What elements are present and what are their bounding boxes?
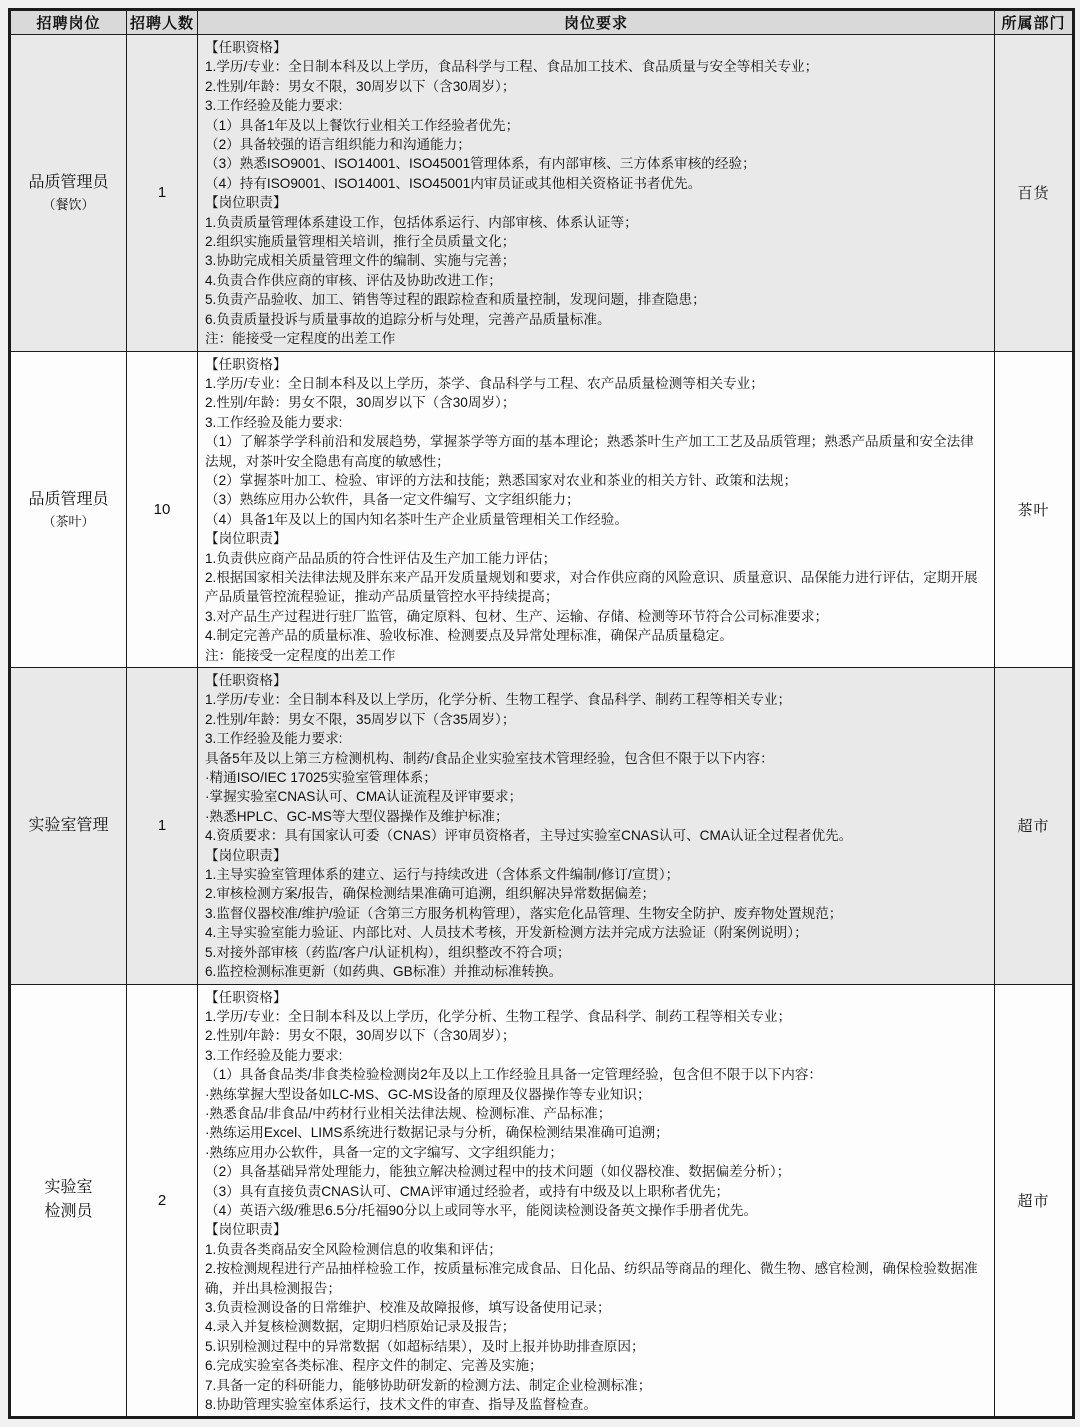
requirement-line: 2.性别/年龄：男女不限，30周岁以下（含30周岁）； bbox=[205, 78, 516, 94]
requirement-line: 2.审核检测方案/报告，确保检测结果准确可追溯，组织解决异常数据偏差； bbox=[205, 886, 656, 902]
requirement-line: 4.录入并复核检测数据，定期归档原始记录及报告； bbox=[205, 1319, 516, 1335]
table-header bbox=[10, 10, 1074, 35]
department-value: 茶叶 bbox=[995, 351, 1074, 668]
requirement-line: 2.性别/年龄：男女不限，30周岁以下（含30周岁）； bbox=[205, 1028, 516, 1044]
requirement-line: 1.学历/专业：全日制本科及以上学历，茶学、食品科学与工程、农产品质量检测等相关专业； bbox=[205, 375, 764, 391]
recruitment-table bbox=[8, 8, 1075, 1419]
requirement-line: 4.资质要求：具有国家认可委（CNAS）评审员资格者，主导过实验室CNAS认可、CMA认证全过程者优先。 bbox=[205, 828, 853, 844]
requirement-line: 注：能接受一定程度的出差工作 bbox=[205, 647, 396, 663]
requirement-line: 【任职资格】 bbox=[205, 673, 287, 688]
requirement-line: 4.负责合作供应商的审核、评估及协助改进工作； bbox=[205, 272, 502, 288]
requirement-line: 2.性别/年龄：男女不限，35周岁以下（含35周岁）； bbox=[205, 711, 516, 727]
job-requirements-cell bbox=[198, 984, 995, 1418]
requirement-line: ·熟悉HPLC、GC-MS等大型仪器操作及维护标准； bbox=[205, 808, 509, 824]
requirement-line: 4.主导实验室能力验证、内部比对、人员技术考核，开发新检测方法并完成方法验证（附案例说明）； bbox=[205, 925, 808, 941]
requirement-line: 【岗位职责】 bbox=[205, 531, 287, 547]
job-requirements-cell bbox=[198, 351, 995, 668]
requirement-line: 3.工作经验及能力要求: bbox=[205, 1047, 343, 1063]
job-position-label: 品质管理员 bbox=[28, 174, 109, 191]
requirement-line: 具备5年及以上第三方检测机构、制药/食品企业实验室技术管理经验，包含但不限于以下内容： bbox=[205, 750, 774, 766]
headcount-value: 1 bbox=[127, 35, 198, 352]
requirement-line: （3）熟练应用办公软件，具备一定文件编写、文字组织能力； bbox=[205, 492, 580, 508]
header-row bbox=[10, 10, 1074, 35]
requirement-line: （2）具备较强的语言组织能力和沟通能力； bbox=[205, 137, 471, 153]
job-position-cell bbox=[10, 351, 127, 668]
requirement-line: 1.负责质量管理体系建设工作，包括体系运行、内部审核、体系认证等； bbox=[205, 214, 638, 230]
column-header-requirements: 岗位要求 bbox=[198, 10, 995, 35]
table-row bbox=[10, 984, 1074, 1418]
requirement-line: 3.工作经验及能力要求: bbox=[205, 98, 343, 114]
requirement-line: ·掌握实验室CNAS认可、CMA认证流程及评审要求； bbox=[205, 789, 523, 805]
requirement-line: ·熟悉食品/非食品/中药材行业相关法律法规、检测标准、产品标准； bbox=[205, 1105, 612, 1121]
requirement-line: 6.监控检测标准更新（如药典、GB标准）并推动标准转换。 bbox=[205, 964, 563, 980]
requirement-line: 【任职资格】 bbox=[205, 40, 287, 55]
requirement-line: 3.对产品生产过程进行驻厂监管，确定原料、包材、生产、运输、存储、检测等环节符合公司标准要求； bbox=[205, 608, 829, 624]
requirement-line: 【岗位职责】 bbox=[205, 195, 287, 211]
table-row bbox=[10, 351, 1074, 668]
requirement-line: 3.工作经验及能力要求: bbox=[205, 731, 343, 747]
requirement-line: 3.工作经验及能力要求: bbox=[205, 414, 343, 430]
job-requirements-cell bbox=[198, 35, 995, 352]
column-header-position: 招聘岗位 bbox=[10, 10, 127, 35]
requirement-line: 2.按检测规程进行产品抽样检验工作，按质量标准完成食品、日化品、纺织品等商品的理化、微生物、感官检测，确保检验数据准确，并出具检测报告； bbox=[205, 1261, 978, 1296]
requirement-line: 注：能接受一定程度的出差工作 bbox=[205, 331, 396, 347]
requirement-line: 8.协助管理实验室体系运行，技术文件的审查、指导及监督检查。 bbox=[205, 1397, 597, 1413]
table-body bbox=[10, 35, 1074, 1418]
requirement-line: 5.对接外部审核（药监/客户/认证机构），组织整改不符合项； bbox=[205, 944, 571, 960]
requirement-line: 1.学历/专业：全日制本科及以上学历，化学分析、生物工程学、食品科学、制药工程等相关专业； bbox=[205, 1008, 792, 1024]
requirement-line: ·熟练应用办公软件，具备一定的文字编写、文字组织能力； bbox=[205, 1144, 563, 1160]
job-position-label: （茶叶） bbox=[42, 513, 95, 529]
requirement-line: （1）具备1年及以上餐饮行业相关工作经验者优先； bbox=[205, 117, 520, 133]
job-position-label: 检测员 bbox=[44, 1203, 93, 1221]
table-row bbox=[10, 668, 1074, 985]
column-header-headcount: 招聘人数 bbox=[127, 10, 198, 35]
column-header-department: 所属部门 bbox=[995, 10, 1074, 35]
job-position-label: （餐饮） bbox=[42, 197, 95, 212]
requirement-line: （4）具备1年及以上的国内知名茶叶生产企业质量管理相关工作经验。 bbox=[205, 511, 628, 527]
requirement-line: （1）具备食品类/非食类检验检测岗2年及以上工作经验且具备一定管理经验，包含但不限于以下内容： bbox=[205, 1067, 823, 1083]
requirement-line: 1.主导实验室管理体系的建立、运行与持续改进（含体系文件编制/修订/宣贯）； bbox=[205, 867, 680, 883]
job-position-label: 品质管理员 bbox=[28, 490, 109, 508]
requirement-line: 7.具备一定的科研能力，能够协助研发新的检测方法、制定企业检测标准； bbox=[205, 1377, 652, 1393]
headcount-value: 1 bbox=[127, 668, 198, 985]
requirement-line: （4）持有ISO9001、ISO14001、ISO45001内审员证或其他相关资格证书者优先。 bbox=[205, 175, 702, 191]
requirement-line: 4.制定完善产品的质量标准、验收标准、检测要点及异常处理标准，确保产品质量稳定。 bbox=[205, 628, 733, 644]
requirement-line: 3.协助完成相关质量管理文件的编制、实施与完善； bbox=[205, 253, 516, 269]
requirement-line: 5.负责产品验收、加工、销售等过程的跟踪检查和质量控制，发现问题，排查隐患； bbox=[205, 292, 706, 308]
requirement-line: 6.负责质量投诉与质量事故的追踪分析与处理，完善产品质量标准。 bbox=[205, 311, 611, 327]
requirement-line: 2.根据国家相关法律法规及胖东来产品开发质量规划和要求，对合作供应商的风险意识、质量意识、品保能力进行评估，定期开展产品质量管控流程验证，推动产品质量管控水平持续提高； bbox=[205, 569, 978, 605]
job-position-cell bbox=[10, 35, 127, 352]
requirement-line: 【岗位职责】 bbox=[205, 847, 287, 863]
requirement-line: 1.负责各类商品安全风险检测信息的收集和评估； bbox=[205, 1241, 502, 1257]
requirement-line: 2.组织实施质量管理相关培训，推行全员质量文化； bbox=[205, 234, 516, 250]
requirement-line: 1.学历/专业：全日制本科及以上学历，食品科学与工程、食品加工技术、食品质量与安全等相关专业； bbox=[205, 59, 819, 75]
department-value: 百货 bbox=[995, 35, 1074, 352]
headcount-value: 2 bbox=[127, 984, 198, 1418]
requirement-line: 2.性别/年龄：男女不限，30周岁以下（含30周岁）； bbox=[205, 395, 516, 411]
department-value: 超市 bbox=[995, 984, 1074, 1418]
requirement-line: 1.学历/专业：全日制本科及以上学历，化学分析、生物工程学、食品科学、制药工程等相关专业； bbox=[205, 692, 792, 708]
requirement-line: （1）了解茶学学科前沿和发展趋势，掌握茶学等方面的基本理论；熟悉茶叶生产加工工艺及品质管理；熟悉产品质量和安全法律法规，对茶叶安全隐患有高度的敏感性； bbox=[205, 434, 974, 469]
table-row bbox=[10, 35, 1074, 352]
requirement-line: 6.完成实验室各类标准、程序文件的制定、完善及实施； bbox=[205, 1358, 543, 1374]
requirement-line: （3）具有直接负责CNAS认可、CMA评审通过经验者，或持有中级及以上职称者优先； bbox=[205, 1183, 730, 1199]
requirement-line: 5.识别检测过程中的异常数据（如超标结果），及时上报并协助排查原因； bbox=[205, 1338, 645, 1354]
requirement-line: ·熟练运用Excel、LIMS系统进行数据记录与分析，确保检测结果准确可追溯； bbox=[205, 1125, 669, 1141]
requirement-line: 【任职资格】 bbox=[205, 356, 287, 372]
job-requirements-cell bbox=[198, 668, 995, 985]
requirement-line: 1.负责供应商产品品质的符合性评估及生产加工能力评估； bbox=[205, 550, 557, 566]
requirement-line: 【任职资格】 bbox=[205, 989, 287, 1005]
requirement-line: （4）英语六级/雅思6.5分/托福90分以上或同等水平，能阅读检测设备英文操作手册者优先。 bbox=[205, 1202, 758, 1218]
headcount-value: 10 bbox=[127, 351, 198, 668]
job-position-cell bbox=[10, 668, 127, 985]
requirement-line: 3.监督仪器校准/维护/验证（含第三方服务机构管理），落实危化品管理、生物安全防护、废弃物处置规范； bbox=[205, 905, 843, 921]
requirement-line: 3.负责检测设备的日常维护、校准及故障报修，填写设备使用记录； bbox=[205, 1300, 611, 1315]
job-position-label: 实验室管理 bbox=[28, 816, 109, 834]
requirement-line: （2）掌握茶叶加工、检验、审评的方法和技能；熟悉国家对农业和茶业的相关方针、政策和法规； bbox=[205, 472, 798, 488]
requirement-line: （2）具备基础异常处理能力，能独立解决检测过程中的技术问题（如仪器校准、数据偏差分析）； bbox=[205, 1164, 791, 1180]
requirement-line: ·熟练掌握大型设备如LC-MS、GC-MS设备的原理及仪器操作等专业知识； bbox=[205, 1086, 651, 1102]
requirement-line: （3）熟悉ISO9001、ISO14001、ISO45001管理体系，有内部审核、三方体系审核的经验； bbox=[205, 156, 756, 172]
requirement-line: ·精通ISO/IEC 17025实验室管理体系； bbox=[205, 770, 437, 786]
job-position-label: 实验室 bbox=[44, 1179, 93, 1197]
job-position-cell bbox=[10, 984, 127, 1418]
requirement-line: 【岗位职责】 bbox=[205, 1222, 287, 1238]
department-value: 超市 bbox=[995, 668, 1074, 985]
